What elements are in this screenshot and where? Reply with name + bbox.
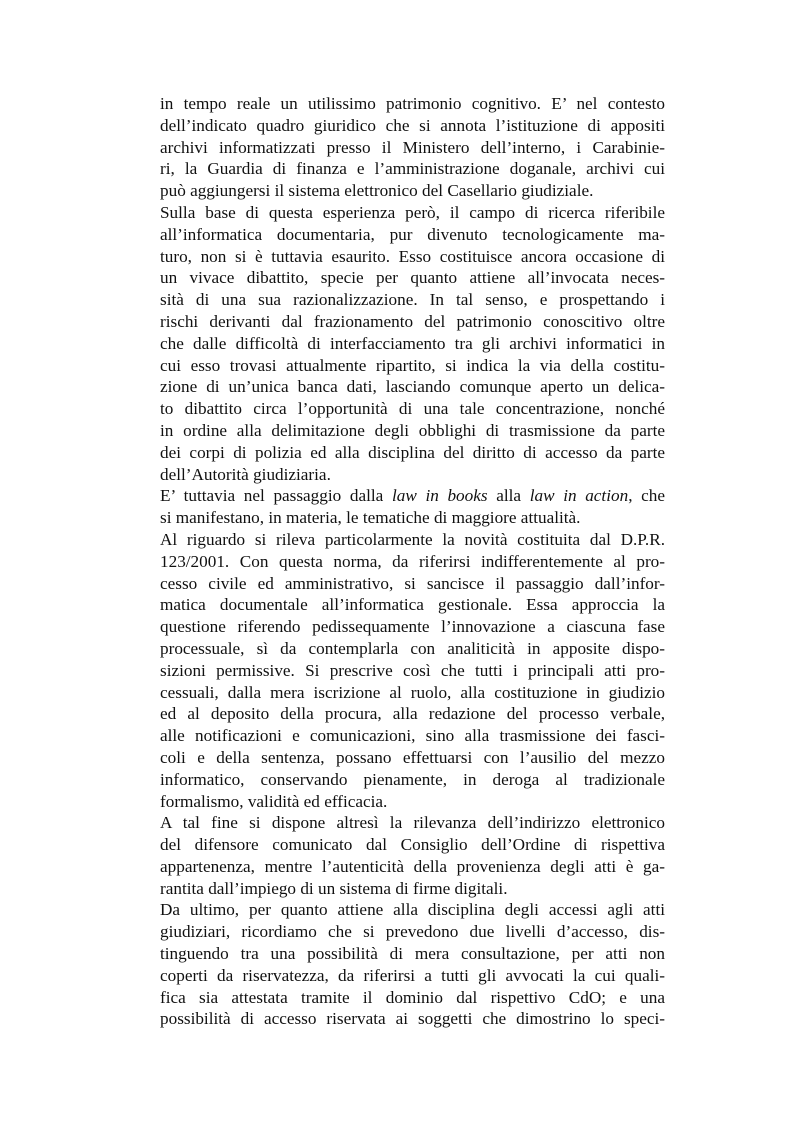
text-segment: turo, non si è tuttavia esaurito. Esso costituisce ancora occasione di xyxy=(160,246,665,266)
text-line xyxy=(160,682,665,704)
body-text xyxy=(160,93,665,1030)
text-line xyxy=(160,180,665,202)
text-line xyxy=(160,224,665,246)
text-segment: , che xyxy=(628,486,665,506)
text-segment: che dalle difficoltà di interfacciamento tra gli archivi informatici in xyxy=(160,333,665,353)
text-segment: to dibattito circa l’opportunità di una tale concentrazione, nonché xyxy=(160,399,665,419)
text-segment: del difensore comunicato dal Consiglio dell’Ordine di rispettiva xyxy=(160,835,665,855)
text-line xyxy=(160,943,665,965)
text-segment: coli e della sentenza, possano effettuarsi con l’ausilio del mezzo xyxy=(160,747,665,767)
text-line xyxy=(160,485,665,507)
text-line xyxy=(160,616,665,638)
text-segment: all’informatica documentaria, pur divenuto tecnologicamente ma- xyxy=(160,224,665,244)
text-segment: può aggiungersi il sistema elettronico del Casellario giudiziale. xyxy=(160,181,594,201)
text-line xyxy=(160,333,665,355)
text-segment: cui esso trovasi attualmente ripartito, si indica la via della costitu- xyxy=(160,355,665,375)
text-line xyxy=(160,1008,665,1030)
text-line xyxy=(160,289,665,311)
text-line xyxy=(160,834,665,856)
text-line xyxy=(160,267,665,289)
text-segment: alle notificazioni e comunicazioni, sino alla trasmissione dei fasci- xyxy=(160,726,665,746)
text-line xyxy=(160,464,665,486)
text-segment: 123/2001. Con questa norma, da riferirsi indifferentemente al pro- xyxy=(160,551,665,571)
text-segment: ed al deposito della procura, alla redazione del processo verbale, xyxy=(160,704,665,724)
text-segment: un vivace dibattito, specie per quanto attiene all’invocata neces- xyxy=(160,268,665,288)
text-segment: appartenenza, mentre l’autenticità della provenienza degli atti è ga- xyxy=(160,856,665,876)
text-line xyxy=(160,812,665,834)
text-line xyxy=(160,355,665,377)
text-line xyxy=(160,137,665,159)
text-line xyxy=(160,921,665,943)
text-line xyxy=(160,660,665,682)
text-line xyxy=(160,376,665,398)
text-line xyxy=(160,769,665,791)
text-line xyxy=(160,899,665,921)
text-line xyxy=(160,703,665,725)
text-line xyxy=(160,529,665,551)
text-line xyxy=(160,856,665,878)
italic-phrase: law in books xyxy=(391,486,488,506)
text-line xyxy=(160,158,665,180)
text-segment: si manifestano, in materia, le tematiche di maggiore attualità. xyxy=(160,508,581,528)
text-line xyxy=(160,987,665,1009)
text-segment: fica sia attestata tramite il dominio dal rispettivo CdO; e una xyxy=(160,987,665,1007)
text-segment: questione riferendo pedissequamente l’innovazione a ciascuna fase xyxy=(160,617,665,637)
text-segment: E’ tuttavia nel passaggio dalla xyxy=(160,486,392,506)
text-line xyxy=(160,246,665,268)
text-line xyxy=(160,725,665,747)
text-line xyxy=(160,747,665,769)
text-segment: sizioni permissive. Si prescrive così che tutti i principali atti pro- xyxy=(160,660,665,680)
text-segment: dell’Autorità giudiziaria. xyxy=(160,464,331,484)
text-segment: formalismo, validità ed efficacia. xyxy=(160,791,388,811)
text-line xyxy=(160,442,665,464)
text-line xyxy=(160,573,665,595)
text-line xyxy=(160,420,665,442)
text-segment: ri, la Guardia di finanza e l’amministrazione doganale, archivi cui xyxy=(160,159,665,179)
italic-phrase: law in action xyxy=(529,486,629,506)
text-line xyxy=(160,311,665,333)
text-segment: cessuali, dalla mera iscrizione al ruolo, alla costituzione in giudizio xyxy=(160,682,665,702)
text-line xyxy=(160,878,665,900)
text-segment: archivi informatizzati presso il Ministero dell’interno, i Carabinie- xyxy=(160,137,665,157)
text-segment: rischi derivanti dal frazionamento del patrimonio conoscitivo oltre xyxy=(160,311,665,331)
text-segment: informatico, conservando pienamente, in deroga al tradizionale xyxy=(160,769,665,789)
text-line xyxy=(160,791,665,813)
text-line xyxy=(160,115,665,137)
text-segment: alla xyxy=(487,486,530,506)
text-segment: tinguendo tra una possibilità di mera consultazione, per atti non xyxy=(160,944,665,964)
text-segment: processuale, sì da contemplarla con analiticità in apposite dispo- xyxy=(160,638,665,658)
text-segment: possibilità di accesso riservata ai soggetti che dimostrino lo speci- xyxy=(160,1009,665,1029)
text-segment: sità di una sua razionalizzazione. In tal senso, e prospettando i xyxy=(160,290,665,310)
text-segment: in tempo reale un utilissimo patrimonio cognitivo. E’ nel contesto xyxy=(160,94,665,113)
text-segment: zione di un’unica banca dati, lasciando comunque aperto un delica- xyxy=(160,377,665,397)
text-segment: coperti da riservatezza, da riferirsi a tutti gli avvocati la cui quali- xyxy=(160,965,665,985)
text-line xyxy=(160,551,665,573)
text-line xyxy=(160,965,665,987)
text-segment: matica documentale all’informatica gestionale. Essa approccia la xyxy=(160,595,665,615)
text-line xyxy=(160,638,665,660)
text-line xyxy=(160,202,665,224)
text-segment: giudiziari, ricordiamo che si prevedono due livelli d’accesso, dis- xyxy=(160,922,665,942)
text-line xyxy=(160,398,665,420)
text-line xyxy=(160,594,665,616)
text-segment: cesso civile ed amministrativo, si sancisce il passaggio dall’infor- xyxy=(160,573,665,593)
text-segment: in ordine alla delimitazione degli obblighi di trasmissione da parte xyxy=(160,420,665,440)
text-line xyxy=(160,93,665,115)
text-segment: Da ultimo, per quanto attiene alla disciplina degli accessi agli atti xyxy=(160,900,665,920)
text-line xyxy=(160,507,665,529)
text-segment: dell’indicato quadro giuridico che si annota l’istituzione di appositi xyxy=(160,115,665,135)
text-segment: A tal fine si dispone altresì la rilevanza dell’indirizzo elettronico xyxy=(160,813,665,833)
text-segment: Al riguardo si rileva particolarmente la novità costituita dal D.P.R. xyxy=(160,529,665,549)
text-segment: Sulla base di questa esperienza però, il campo di ricerca riferibile xyxy=(160,202,665,222)
text-segment: dei corpi di polizia ed alla disciplina del diritto di accesso da parte xyxy=(160,442,665,462)
text-segment: rantita dall’impiego di un sistema di firme digitali. xyxy=(160,878,508,898)
